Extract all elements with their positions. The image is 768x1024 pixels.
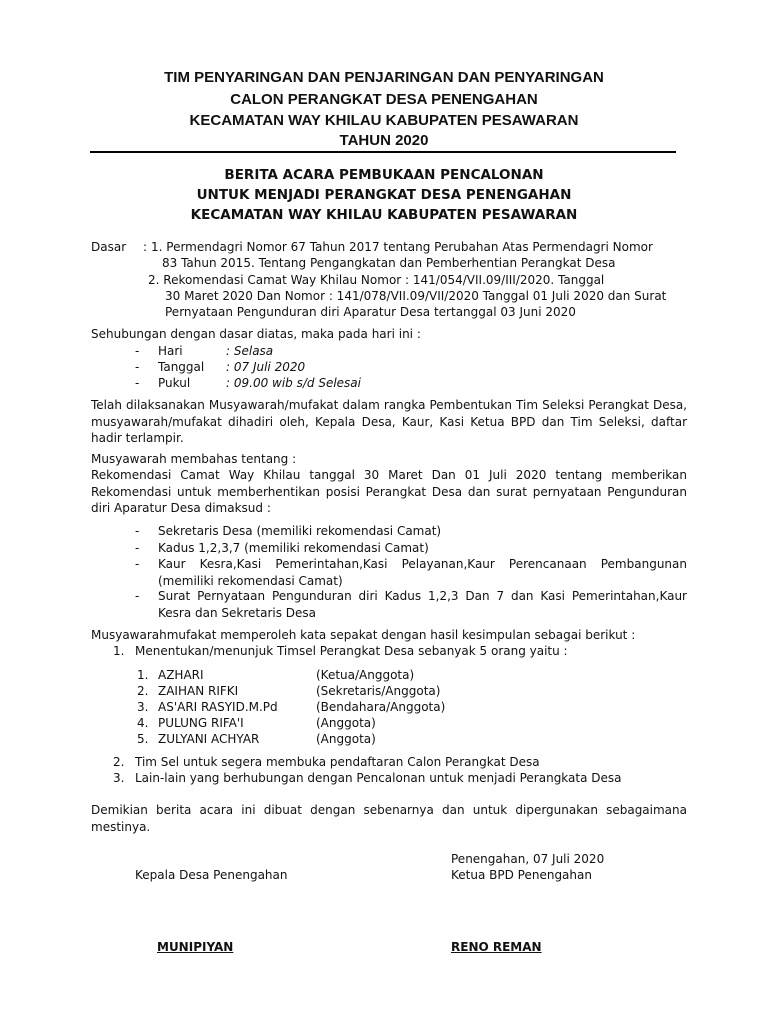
member-name: PULUNG RIFA'I: [158, 716, 244, 730]
bullet-dash: -: [135, 524, 140, 538]
bullet-text: Kadus 1,2,3,7 (memiliki rekomendasi Camat): [158, 541, 429, 555]
member-number: 5.: [137, 732, 149, 746]
signature-right-title: Ketua BPD Penengahan: [451, 868, 592, 882]
results-item-number: 2.: [113, 755, 125, 769]
member-role: (Bendahara/Anggota): [316, 700, 446, 714]
dasar-item-1-line-1: 1. Permendagri Nomor 67 Tahun 2017 tentang Perubahan Atas Permendagri Nomor: [151, 240, 653, 254]
bullet-dash: -: [135, 541, 140, 555]
schedule-label-tanggal: Tanggal: [158, 360, 205, 374]
dasar-item-1-line-2: 83 Tahun 2015. Tentang Pengangkatan dan Pemberhentian Perangkat Desa: [162, 256, 616, 270]
schedule-value-hari: : Selasa: [226, 344, 274, 358]
header-divider: [90, 151, 676, 153]
schedule-value-pukul: : 09.00 wib s/d Selesai: [226, 376, 361, 390]
results-item-text: Tim Sel untuk segera membuka pendaftaran Calon Perangkat Desa: [135, 755, 540, 769]
bullet-text: Surat Pernyataan Pengunduran diri Kadus 1,2,3 Dan 7 dan Kasi Pemerintahan,Kaur Kesra dan Sekretaris Desa: [158, 589, 687, 620]
member-role: (Anggota): [316, 716, 376, 730]
signature-right-name: RENO REMAN: [451, 940, 542, 954]
header-line-4: TAHUN 2020: [339, 132, 429, 149]
member-name: ZAIHAN RIFKI: [158, 684, 239, 698]
discussion-paragraph: Rekomendasi Camat Way Khilau tanggal 30 Maret Dan 01 Juli 2020 tentang memberikan Rekomendasi untuk memberhentikan posisi Perangkat Desa dan surat pernyataan Pengunduran diri Aparatur Desa dimaksud :: [91, 468, 687, 515]
bullet-dash: -: [135, 589, 140, 603]
paragraph-musyawarah: Telah dilaksanakan Musyawarah/mufakat dalam rangka Pembentukan Tim Seleksi Perangkat Desa, musyawarah/mufakat dihadiri oleh, Kepala Desa, Kaur, Kasi Ketua BPD dan Tim Seleksi, daftar hadir terlampir.: [91, 398, 687, 445]
schedule-dash: -: [135, 376, 140, 390]
member-number: 1.: [137, 668, 149, 682]
title-line-3: KECAMATAN WAY KHILAU KABUPATEN PESAWARAN: [190, 207, 578, 223]
header-line-3: KECAMATAN WAY KHILAU KABUPATEN PESAWARAN: [189, 112, 579, 129]
dasar-item-2-line-3: Pernyataan Pengunduran diri Aparatur Desa tertanggal 03 Juni 2020: [165, 305, 576, 319]
schedule-dash: -: [135, 360, 140, 374]
member-number: 3.: [137, 700, 149, 714]
results-item-number: 1.: [113, 644, 125, 658]
closing-paragraph: Demikian berita acara ini dibuat dengan sebenarnya dan untuk dipergunakan sebagaimana mestinya.: [91, 803, 687, 834]
schedule-label-pukul: Pukul: [158, 376, 191, 390]
bullet-text: Sekretaris Desa (memiliki rekomendasi Camat): [158, 524, 442, 538]
member-role: (Sekretaris/Anggota): [316, 684, 441, 698]
schedule-label-hari: Hari: [158, 344, 183, 358]
results-item-text: Menentukan/menunjuk Timsel Perangkat Desa sebanyak 5 orang yaitu :: [135, 644, 568, 658]
title-line-1: BERITA ACARA PEMBUKAAN PENCALONAN: [224, 167, 544, 183]
signature-left-name: MUNIPIYAN: [157, 940, 234, 954]
dasar-item-2-line-1: 2. Rekomendasi Camat Way Khilau Nomor : 141/054/VII.09/III/2020. Tanggal: [148, 273, 605, 287]
signature-place-date: Penengahan, 07 Juli 2020: [451, 852, 605, 866]
results-intro: Musyawarahmufakat memperoleh kata sepakat dengan hasil kesimpulan sebagai berikut :: [91, 628, 636, 642]
member-name: AS'ARI RASYID.M.Pd: [158, 700, 278, 714]
header-line-1: TIM PENYARINGAN DAN PENJARINGAN DAN PENYARINGAN: [164, 69, 604, 86]
dasar-item-2-line-2: 30 Maret 2020 Dan Nomor : 141/078/VII.09/VII/2020 Tanggal 01 Juli 2020 dan Surat: [165, 289, 667, 303]
schedule-dash: -: [135, 344, 140, 358]
member-role: (Anggota): [316, 732, 376, 746]
schedule-intro: Sehubungan dengan dasar diatas, maka pada hari ini :: [91, 327, 421, 341]
member-name: AZHARI: [158, 668, 204, 682]
results-item-text: Lain-lain yang berhubungan dengan Pencalonan untuk menjadi Perangkata Desa: [135, 771, 622, 785]
member-number: 2.: [137, 684, 149, 698]
results-item-number: 3.: [113, 771, 125, 785]
dasar-colon: :: [143, 240, 148, 254]
member-role: (Ketua/Anggota): [316, 668, 415, 682]
schedule-value-tanggal: : 07 Juli 2020: [226, 360, 306, 374]
header-line-2: CALON PERANGKAT DESA PENENGAHAN: [230, 91, 538, 108]
title-line-2: UNTUK MENJADI PERANGKAT DESA PENENGAHAN: [196, 187, 572, 203]
dasar-label: Dasar: [91, 240, 127, 254]
signature-left-title: Kepala Desa Penengahan: [135, 868, 288, 882]
member-name: ZULYANI ACHYAR: [158, 732, 260, 746]
member-number: 4.: [137, 716, 149, 730]
discussion-intro: Musyawarah membahas tentang :: [91, 452, 297, 466]
bullet-dash: -: [135, 557, 140, 571]
bullet-text: Kaur Kesra,Kasi Pemerintahan,Kasi Pelayanan,Kaur Perencanaan Pembangunan (memiliki rekomendasi Camat): [158, 557, 687, 588]
